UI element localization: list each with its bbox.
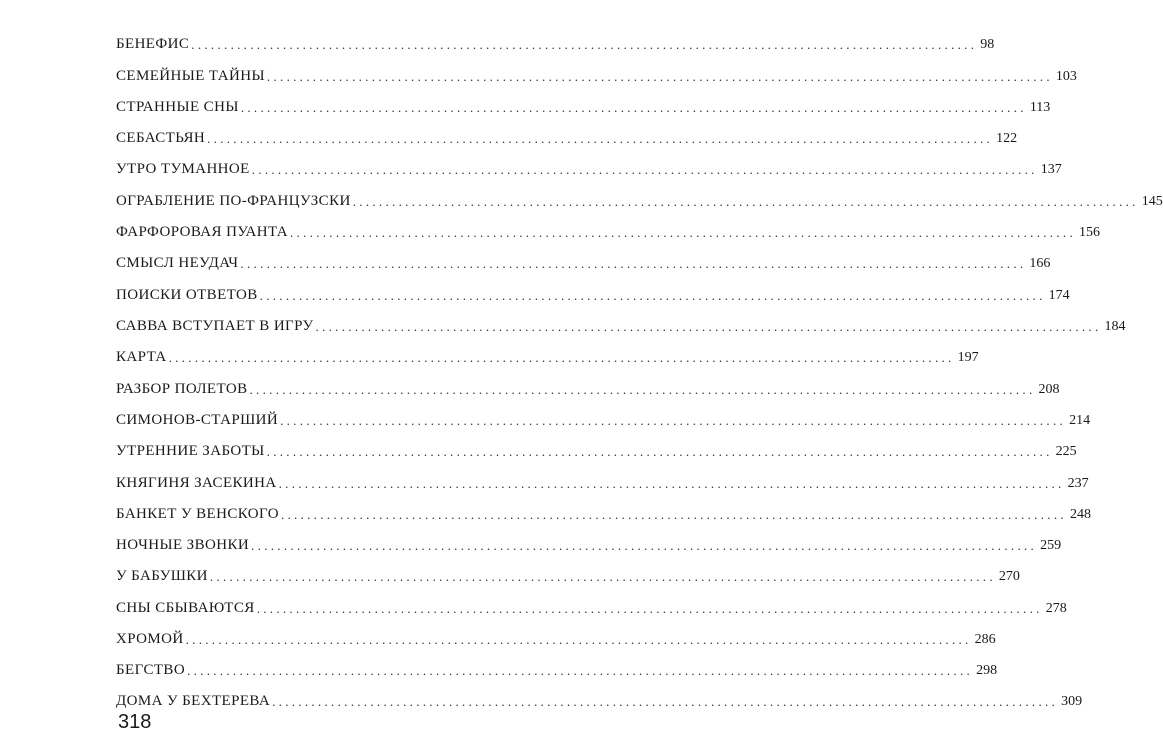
- toc-entry-title: СИМОНОВ-СТАРШИЙ: [116, 412, 279, 428]
- dot-leader: ........................................................................................................................: [191, 37, 978, 52]
- toc-entry: [116, 185, 1163, 209]
- page-number: 318: [118, 711, 152, 733]
- dot-leader: ........................................................................................................................: [280, 413, 1067, 428]
- toc-entry-page: 145: [1141, 194, 1163, 209]
- toc-entry: [116, 216, 1100, 240]
- toc-entry-title: СМЫСЛ НЕУДАЧ: [116, 255, 239, 271]
- toc-entry-page: 208: [1038, 382, 1060, 397]
- toc-entry-title: ХРОМОЙ: [116, 631, 184, 647]
- toc-entry: [116, 560, 1020, 584]
- toc-entry-page: 278: [1045, 601, 1067, 616]
- toc-entry: [116, 467, 1089, 491]
- toc-entry-page: 270: [998, 569, 1020, 584]
- toc-entry-title: РАЗБОР ПОЛЕТОВ: [116, 381, 248, 397]
- toc-entry-page: 214: [1069, 413, 1091, 428]
- toc-entry-page: 98: [980, 37, 995, 52]
- toc-entry-title: ФАРФОРОВАЯ ПУАНТА: [116, 224, 288, 240]
- toc-entry: [116, 28, 995, 52]
- toc-entry-page: 197: [957, 350, 979, 365]
- toc-entry-title: СНЫ СБЫВАЮТСЯ: [116, 600, 255, 616]
- dot-leader: ........................................................................................................................: [185, 632, 972, 647]
- toc-entry-title: БЕГСТВО: [116, 662, 186, 678]
- toc-entry-page: 286: [974, 632, 996, 647]
- dot-leader: ........................................................................................................................: [187, 663, 974, 678]
- toc-entry: [116, 404, 1091, 428]
- toc-entry: [116, 654, 998, 678]
- toc-entry: [116, 247, 1051, 271]
- toc-entry-page: 156: [1079, 225, 1100, 240]
- dot-leader: ........................................................................................................................: [240, 256, 1027, 271]
- dot-leader: ........................................................................................................................: [256, 601, 1043, 616]
- dot-leader: ........................................................................................................................: [251, 162, 1038, 177]
- toc-entry: [116, 435, 1077, 459]
- toc-entry-title: КНЯГИНЯ ЗАСЕКИНА: [116, 475, 277, 491]
- toc-entry-title: НОЧНЫЕ ЗВОНКИ: [116, 537, 250, 553]
- toc-entry: [116, 592, 1067, 616]
- toc-entry-title: СЕБАСТЬЯН: [116, 130, 206, 146]
- toc-entry-title: КАРТА: [116, 349, 167, 365]
- dot-leader: ........................................................................................................................: [249, 382, 1036, 397]
- dot-leader: ........................................................................................................................: [278, 476, 1065, 491]
- toc-entry: [116, 279, 1070, 303]
- toc-entry-page: 237: [1067, 476, 1089, 491]
- toc-entry: [116, 498, 1091, 522]
- toc-entry: [116, 153, 1062, 177]
- toc-entry-page: 298: [976, 663, 998, 678]
- toc-entry-title: САВВА ВСТУПАЕТ В ИГРУ: [116, 318, 314, 334]
- toc-entry-page: 166: [1029, 256, 1051, 271]
- toc-entry: [116, 91, 1051, 115]
- dot-leader: ........................................................................................................................: [251, 538, 1038, 553]
- toc-entry: [116, 373, 1060, 397]
- toc-entry-title: ОГРАБЛЕНИЕ ПО-ФРАНЦУЗСКИ: [116, 193, 351, 209]
- dot-leader: ........................................................................................................................: [352, 194, 1139, 209]
- toc-entry-page: 122: [996, 131, 1018, 146]
- dot-leader: ........................................................................................................................: [209, 569, 996, 584]
- dot-leader: ........................................................................................................................: [259, 288, 1046, 303]
- toc-entry: [116, 122, 1018, 146]
- toc-entry-title: УТРО ТУМАННОЕ: [116, 161, 250, 177]
- toc-entry-page: 248: [1069, 507, 1091, 522]
- dot-leader: ........................................................................................................................: [280, 507, 1067, 522]
- dot-leader: ........................................................................................................................: [168, 350, 955, 365]
- toc-entry-page: 184: [1104, 319, 1126, 334]
- dot-leader: ........................................................................................................................: [272, 694, 1059, 709]
- toc-entry: [116, 685, 1083, 709]
- dot-leader: ........................................................................................................................: [240, 100, 1027, 115]
- toc-entry: [116, 341, 979, 365]
- toc-entry-title: БАНКЕТ У ВЕНСКОГО: [116, 506, 279, 522]
- toc-entry-page: 137: [1040, 162, 1062, 177]
- toc-entry-title: ПОИСКИ ОТВЕТОВ: [116, 287, 258, 303]
- toc-entry: [116, 529, 1062, 553]
- dot-leader: ........................................................................................................................: [207, 131, 994, 146]
- dot-leader: ........................................................................................................................: [266, 444, 1053, 459]
- toc-entry-page: 225: [1055, 444, 1077, 459]
- toc-entry-title: УТРЕННИЕ ЗАБОТЫ: [116, 443, 265, 459]
- toc-entry-title: ДОМА У БЕХТЕРЕВА: [116, 693, 271, 709]
- toc-entry: [116, 310, 1126, 334]
- dot-leader: ........................................................................................................................: [315, 319, 1102, 334]
- toc-entry: [116, 60, 1077, 84]
- toc-entry-title: У БАБУШКИ: [116, 568, 208, 584]
- toc-entry-title: СТРАННЫЕ СНЫ: [116, 99, 239, 115]
- toc-entry-page: 103: [1055, 69, 1077, 84]
- toc-entry-page: 259: [1040, 538, 1062, 553]
- dot-leader: ........................................................................................................................: [266, 69, 1053, 84]
- toc-entry-page: 113: [1029, 100, 1051, 115]
- toc-entry-page: 309: [1061, 694, 1083, 709]
- dot-leader: ........................................................................................................................: [290, 225, 1076, 240]
- toc-entry-title: БЕНЕФИС: [116, 36, 190, 52]
- toc-entry: [116, 623, 996, 647]
- toc-entry-title: СЕМЕЙНЫЕ ТАЙНЫ: [116, 68, 265, 84]
- toc-entry-page: 174: [1048, 288, 1070, 303]
